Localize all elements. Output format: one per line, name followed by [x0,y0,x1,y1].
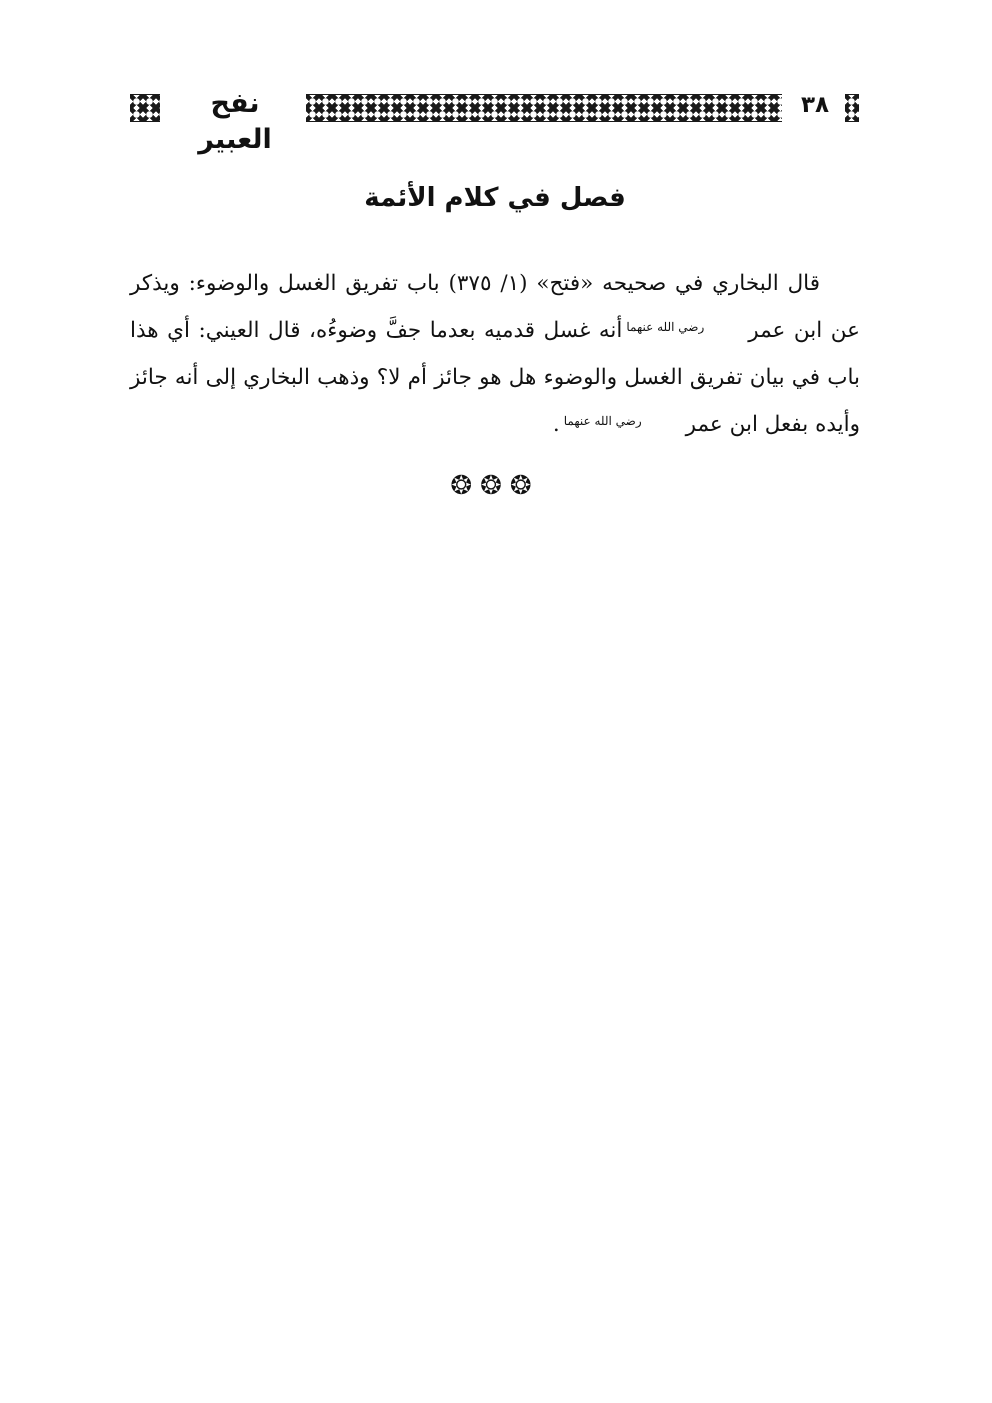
ornament-icon [306,94,782,122]
paragraph [130,260,860,448]
text-segment: قال البخاري في صحيحه «فتح» (١/ ٣٧٥) باب تفريق الغسل والوضوء: ويذكر عن ابن عمر [130,271,860,343]
ornament-icon [130,94,160,122]
body-text [130,260,860,448]
honorific-icon: رضي الله عنهما [626,320,705,334]
text-segment: أنه غسل قدميه بعدما جفَّ وضوءُه، قال العيني: أي هذا باب في بيان تفريق الغسل والوضوء هل هو جائز أم لا؟ وذهب البخاري إلى أنه جائز وأيده بفعل ابن عمر [130,318,860,437]
section-title: فصل في كلام الأئمة [364,183,626,213]
text-segment: . [552,412,560,437]
ornament-icon [845,94,859,122]
honorific-icon: رضي الله عنهما [563,414,642,428]
running-header [130,84,860,155]
page-number: ٣٨ [800,92,830,118]
star-flourish-icon: ❂❂❂ [450,471,540,501]
book-title: نفح العبير [198,88,272,155]
